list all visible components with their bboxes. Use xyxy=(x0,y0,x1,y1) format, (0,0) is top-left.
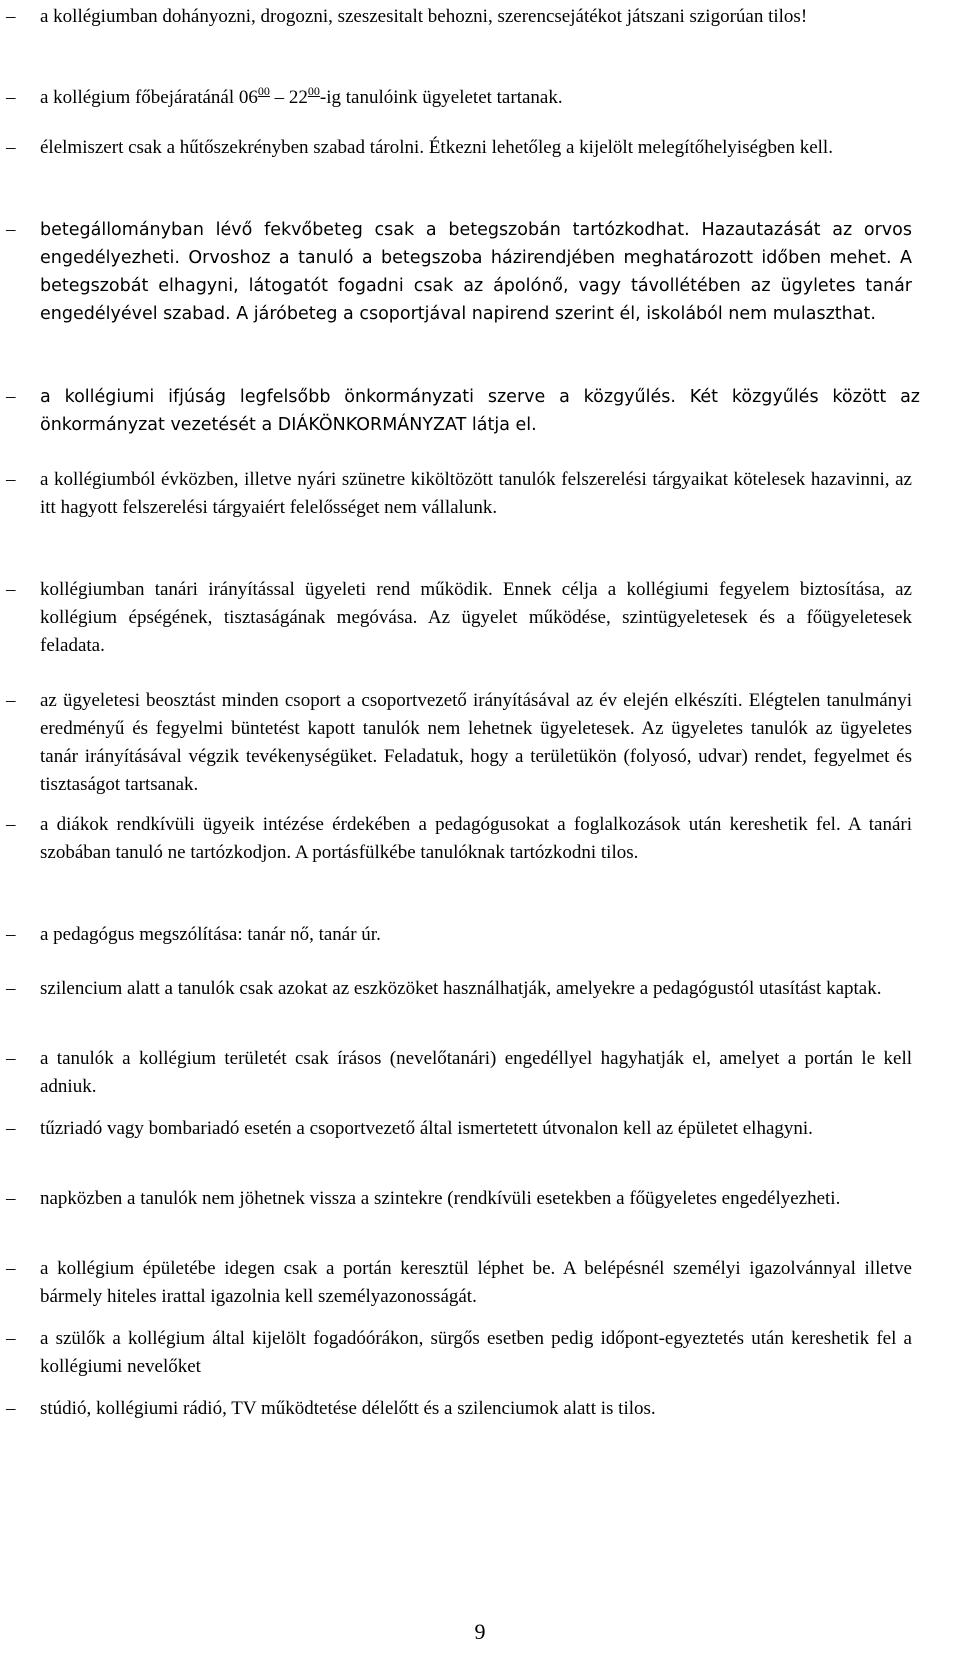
rule-text xyxy=(40,84,912,112)
rule-text: a kollégiumból évközben, illetve nyári szünetre kiköltözött tanulók felszerelési tárgyaikat kötelesek hazavinni, az itt hagyott felszerelési tárgyaiért felelősséget nem vállalunk. xyxy=(40,469,912,518)
rule-text: a szülők a kollégium által kijelölt fogadóórákon, sürgős esetben pedig időpont-egyeztetés után kereshetik fel a kollégiumi nevelőket xyxy=(40,1328,912,1377)
bullet-dash: – xyxy=(6,924,16,945)
bullet-dash: – xyxy=(6,87,16,108)
rule-text: a pedagógus megszólítása: tanár nő, tanár úr. xyxy=(40,924,381,945)
bullet-dash: – xyxy=(6,1118,16,1139)
time-superscript: 00 xyxy=(257,84,270,98)
rule-text: a kollégium épületébe idegen csak a portán keresztül léphet be. A belépésnél személyi igazolvánnyal illetve bármely hiteles irattal igazolnia kell személyazonosságát. xyxy=(40,1258,912,1307)
rule-text: a kollégiumi ifjúság legfelsőbb önkormányzati szerve a közgyűlés. Két közgyűlés között az önkormányzat vezetését a DIÁKÖNKORMÁNYZAT látja el. xyxy=(40,387,920,435)
bullet-dash: – xyxy=(6,386,16,407)
bullet-dash: – xyxy=(6,1188,16,1209)
rule-text: szilencium alatt a tanulók csak azokat az eszközöket használhatják, amelyekre a pedagógustól utasítást kaptak. xyxy=(40,978,882,999)
page-number: 9 xyxy=(474,1619,486,1644)
time-superscript: 00 xyxy=(307,84,320,98)
rule-text: tűzriadó vagy bombariadó esetén a csoportvezető által ismertetett útvonalon kell az épületet elhagyni. xyxy=(40,1118,813,1139)
bullet-dash: – xyxy=(6,690,16,711)
bullet-dash: – xyxy=(6,814,16,835)
rule-text: az ügyeletesi beosztást minden csoport a csoportvezető irányításával az év elején elkészíti. Elégtelen tanulmányi eredményű és fegyelmi büntetést kapott tanulók nem lehetnek ügyeletesek. Az ügyeletes tanulók az ügyeletes tanár irányításával végzik tevékenységüket. Feladatuk, hogy a területükön (folyosó, udvar) rendet, fegyelmet és tisztaságot tartsanak. xyxy=(40,690,912,795)
rule-text-part: -ig tanulóink ügyeletet tartanak. xyxy=(319,87,563,108)
rule-text: napközben a tanulók nem jöhetnek vissza a szintekre (rendkívüli esetekben a főügyeletes engedélyezheti. xyxy=(40,1188,841,1209)
bullet-dash: – xyxy=(6,469,16,490)
rule-text: a tanulók a kollégium területét csak írásos (nevelőtanári) engedéllyel hagyhatják el, amelyet a portán le kell adniuk. xyxy=(40,1048,912,1097)
rule-text: a kollégiumban dohányozni, drogozni, szeszesitalt behozni, szerencsejátékot játszani szigorúan tilos! xyxy=(40,6,808,27)
rule-text: stúdió, kollégiumi rádió, TV működtetése délelőtt és a szilenciumok alatt is tilos. xyxy=(40,1398,656,1419)
rule-text: betegállományban lévő fekvőbeteg csak a betegszobán tartózkodhat. Hazautazását az orvos engedélyezheti. Orvoshoz a tanuló a betegszoba házirendjében meghatározott időben mehet. A betegszobát elhagyni, látogatót fogadni csak az ápolónő, vagy távollétében az ügyletes tanár engedélyével szabad. A járóbeteg a csoportjával napirend szerint él, iskolából nem mulaszthat. xyxy=(40,220,912,324)
rule-text-part: a kollégium főbejáratánál 06 xyxy=(40,87,258,108)
bullet-dash: – xyxy=(6,219,16,240)
bullet-dash: – xyxy=(6,579,16,600)
bullet-dash: – xyxy=(6,1258,16,1279)
rule-text: élelmiszert csak a hűtőszekrényben szabad tárolni. Étkezni lehetőleg a kijelölt melegítőhelyiségben kell. xyxy=(40,137,833,158)
bullet-dash: – xyxy=(6,978,16,999)
rule-text-part: – 22 xyxy=(269,87,308,108)
bullet-dash: – xyxy=(6,1398,16,1419)
bullet-dash: – xyxy=(6,137,16,158)
bullet-dash: – xyxy=(6,6,16,27)
rule-text: a diákok rendkívüli ügyeik intézése érdekében a pedagógusokat a foglalkozások után kereshetik fel. A tanári szobában tanuló ne tartózkodjon. A portásfülkébe tanulóknak tartózkodni tilos. xyxy=(40,814,912,863)
rule-text: kollégiumban tanári irányítással ügyeleti rend működik. Ennek célja a kollégiumi fegyelem biztosítása, az kollégium épségének, tisztaságának megóvása. Az ügyelet működése, szintügyeletesek és a főügyeletesek feladata. xyxy=(40,579,912,656)
bullet-dash: – xyxy=(6,1328,16,1349)
bullet-dash: – xyxy=(6,1048,16,1069)
